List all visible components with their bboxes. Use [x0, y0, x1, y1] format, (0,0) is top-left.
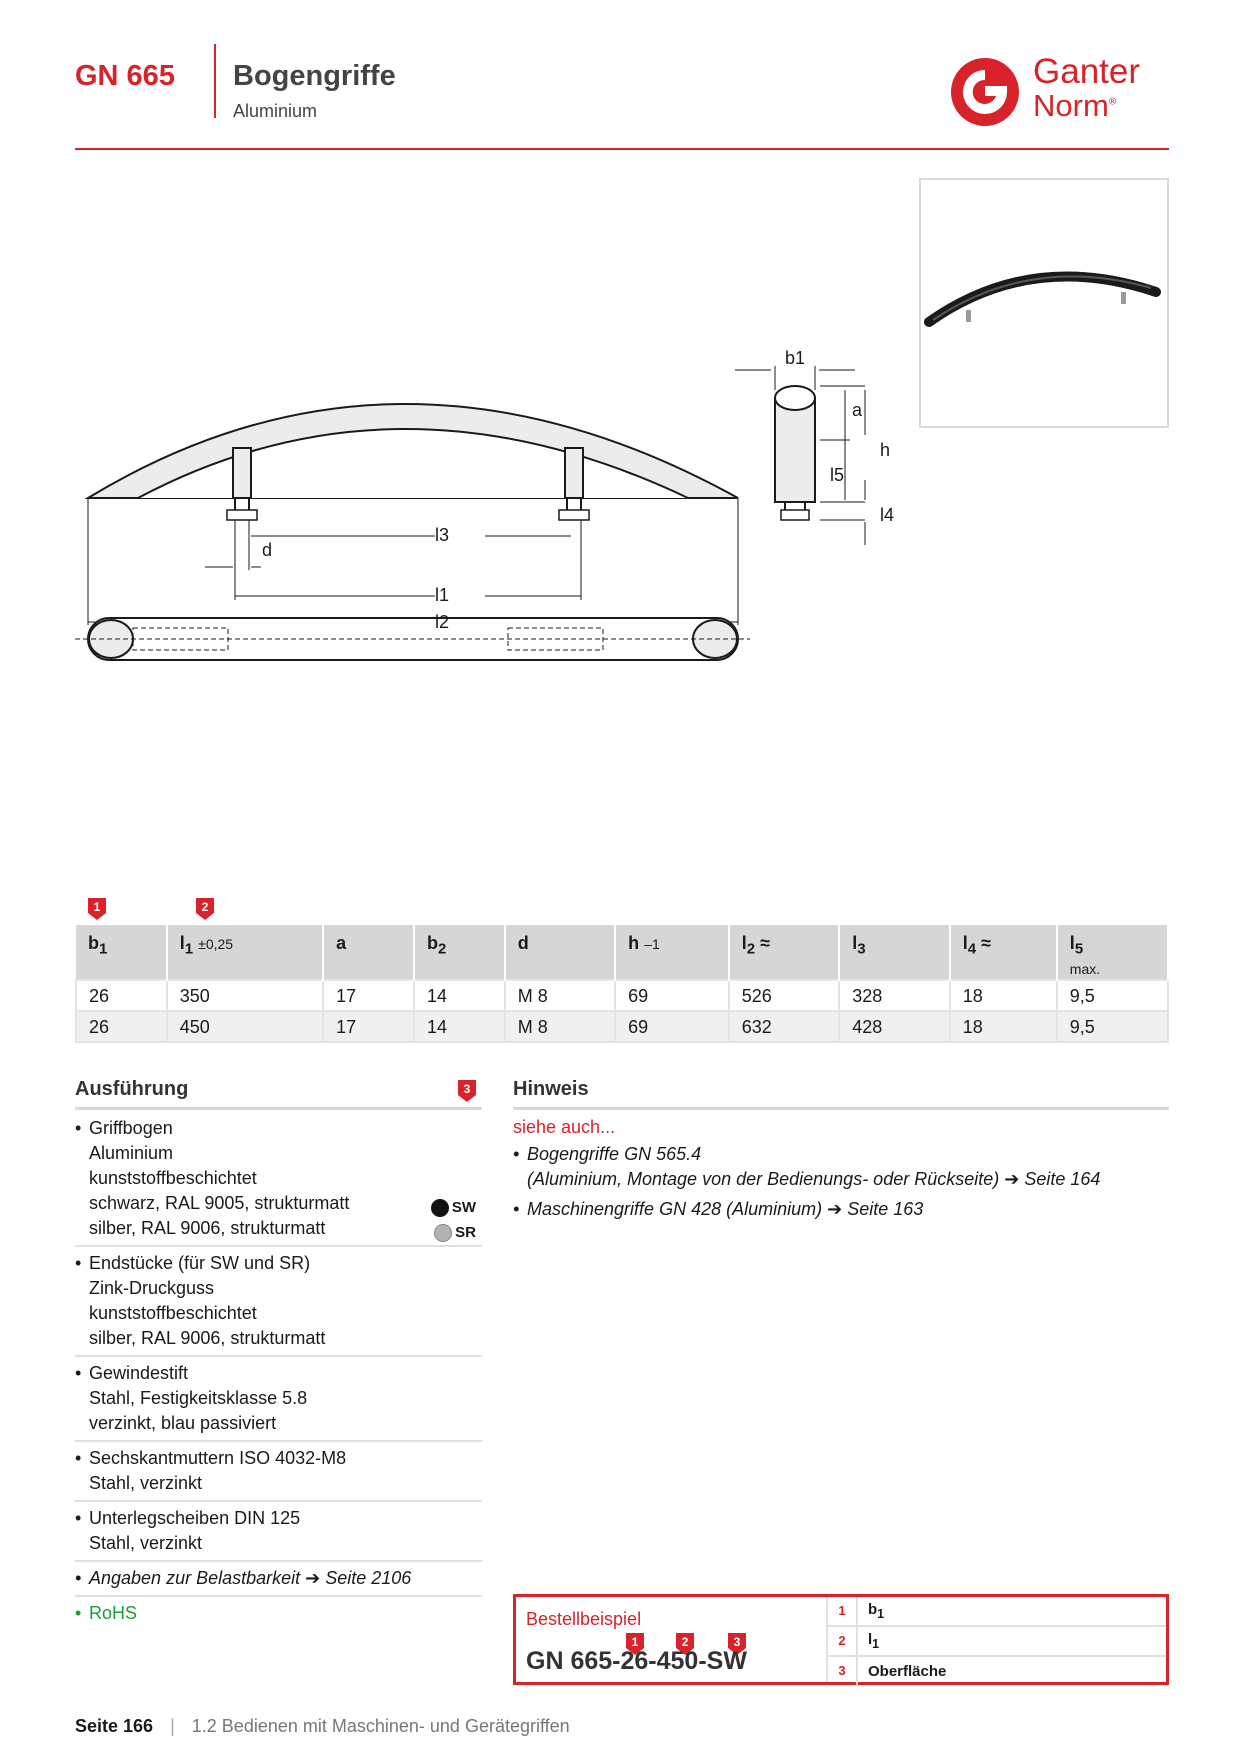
ausfuehrung-title: Ausführung: [75, 1078, 189, 1100]
ausfuehrung-list: [75, 1112, 482, 1630]
col-l1: $l_1 \pm 0,25$: [167, 925, 323, 980]
col-h: h –1: [615, 925, 729, 980]
list-item: • Unterlegscheiben DIN 125 Stahl, verzinkt: [75, 1502, 482, 1562]
page-footer: Seite 166 | 1.2 Bedienen mit Maschinen- und Gerätegriffen: [75, 1716, 570, 1736]
label-l1: l1: [435, 585, 450, 605]
dimensions-table: [75, 925, 1169, 1043]
order-marker-2: 2: [676, 1633, 694, 1655]
label-l3: l3: [435, 525, 450, 545]
cell: 632: [729, 1011, 840, 1042]
order-row: 1 $b_1$: [828, 1597, 1166, 1627]
order-row: 2 $l_1$: [828, 1627, 1166, 1657]
cell: 69: [615, 1011, 729, 1042]
cell: 350: [167, 980, 323, 1011]
product-title: Bogengriffe: [233, 60, 396, 92]
cell: 428: [839, 1011, 950, 1042]
section-name: 1.2 Bedienen mit Maschinen- und Gerätegriffen: [191, 1716, 570, 1736]
tag-sr: SR: [434, 1220, 476, 1245]
label-l5: l5: [830, 465, 845, 485]
col-l3: $l_3$: [839, 925, 950, 980]
ausfuehrung-rule: [75, 1107, 482, 1110]
label-h: h: [880, 440, 891, 460]
brand-norm: Norm®: [1033, 88, 1117, 123]
order-marker-1: 1: [626, 1633, 644, 1655]
table-row: [76, 1011, 1168, 1042]
hinweis-content: [513, 1112, 1169, 1222]
col-l4: $l_4$ ≈: [950, 925, 1057, 980]
list-item: • Sechskantmuttern ISO 4032-M8 Stahl, verzinkt: [75, 1442, 482, 1502]
page-number: Seite 166: [75, 1716, 154, 1736]
cell: 18: [950, 1011, 1057, 1042]
col-d: d: [505, 925, 615, 980]
technical-drawing: [75, 330, 915, 750]
list-item-rohs: • RoHS: [75, 1597, 482, 1630]
product-material: Aluminium: [233, 101, 318, 121]
col-l5: $l_5$ max.: [1057, 925, 1168, 980]
cell: 14: [414, 1011, 505, 1042]
label-l4: l4: [880, 505, 895, 525]
order-row: 3 Oberfläche: [828, 1657, 1166, 1685]
list-item: • Griffbogen Aluminium kunststoffbeschichtet schwarz, RAL 9005, strukturmatt silber, RAL 9006, strukturmatt SW SR: [75, 1112, 482, 1247]
order-example-box: [513, 1594, 1169, 1685]
product-code: GN 665: [75, 60, 175, 92]
cell: 18: [950, 980, 1057, 1011]
order-title: Bestellbeispiel: [526, 1609, 642, 1629]
label-l2: l2: [435, 612, 450, 632]
order-code: GN 665-26-450-SW: [526, 1647, 747, 1675]
col-a: a: [323, 925, 414, 980]
ganter-logo-icon: [949, 56, 1021, 128]
cell: 17: [323, 980, 414, 1011]
cell: 450: [167, 1011, 323, 1042]
order-marker-3: 3: [728, 1633, 746, 1655]
cell: 526: [729, 980, 840, 1011]
cell: 14: [414, 980, 505, 1011]
col-b1: $b_1$: [76, 925, 167, 980]
cell: 328: [839, 980, 950, 1011]
tag-sw: SW: [431, 1195, 476, 1220]
marker-3: 3: [458, 1080, 476, 1102]
hinweis-item[interactable]: • Maschinengriffe GN 428 (Aluminium) ➔ Seite 163: [513, 1199, 924, 1219]
hinweis-item[interactable]: • Bogengriffe GN 565.4 (Aluminium, Montage von der Bedienungs- oder Rückseite) ➔ Seite 164: [513, 1144, 1101, 1189]
brand-name: Ganter: [1033, 52, 1140, 91]
cell: 26: [76, 1011, 167, 1042]
order-legend: [828, 1597, 1166, 1685]
cell: 69: [615, 980, 729, 1011]
cell: M 8: [505, 980, 615, 1011]
col-b2: $b_2$: [414, 925, 505, 980]
header-rule: [75, 148, 1169, 150]
cell: 9,5: [1057, 1011, 1168, 1042]
cell: M 8: [505, 1011, 615, 1042]
list-item: • Gewindestift Stahl, Festigkeitsklasse 5.8 verzinkt, blau passiviert: [75, 1357, 482, 1442]
label-d: d: [262, 540, 273, 560]
see-also-label: siehe auch...: [513, 1117, 616, 1137]
table-header-row: [76, 925, 1168, 980]
header-divider: [214, 44, 216, 118]
list-item: • Endstücke (für SW und SR) Zink-Druckguss kunststoffbeschichtet silber, RAL 9006, strukturmatt: [75, 1247, 482, 1357]
label-a: a: [852, 400, 863, 420]
black-dot-icon: [431, 1199, 449, 1217]
hinweis-title: Hinweis: [513, 1078, 589, 1100]
product-photo: [919, 178, 1169, 428]
hinweis-rule: [513, 1107, 1169, 1110]
cell: 17: [323, 1011, 414, 1042]
marker-2: 2: [196, 898, 214, 920]
silver-dot-icon: [434, 1224, 452, 1242]
marker-1: 1: [88, 898, 106, 920]
cell: 26: [76, 980, 167, 1011]
table-row: [76, 980, 1168, 1011]
label-b1: b1: [785, 348, 806, 368]
col-l2: $l_2$ ≈: [729, 925, 840, 980]
list-item: • Angaben zur Belastbarkeit ➔ Seite 2106: [75, 1562, 482, 1597]
cell: 9,5: [1057, 980, 1168, 1011]
